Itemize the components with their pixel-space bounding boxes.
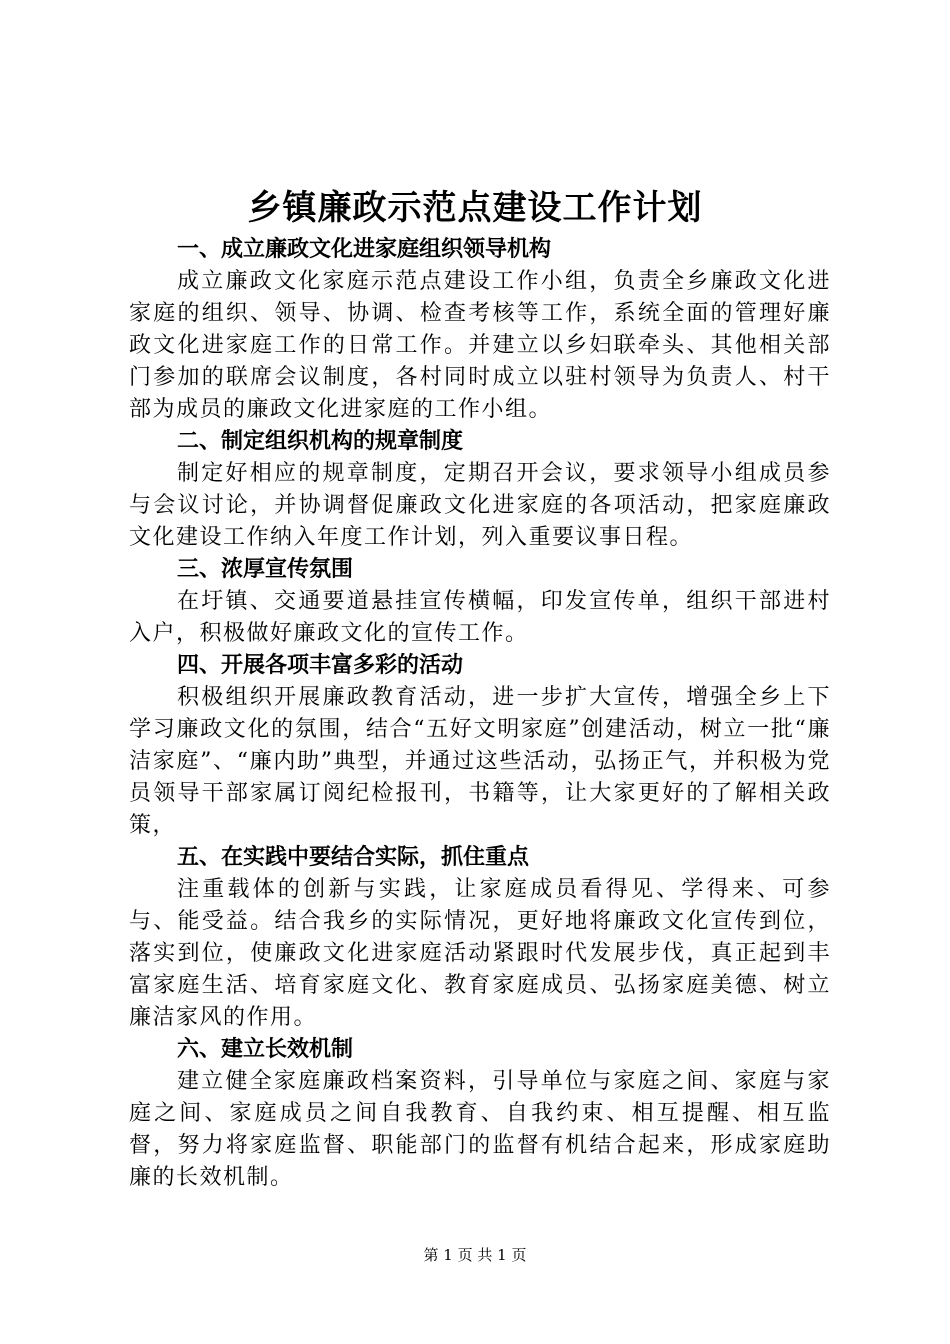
section-paragraph: 建立健全家庭廉政档案资料，引导单位与家庭之间、家庭与家庭之间、家庭成员之间自我教育、自我约束、相互提醒、相互监督，努力将家庭监督、职能部门的监督有机结合起来，形成家庭助廉的长效机制。: [129, 1069, 831, 1190]
page-footer: 第 1 页 共 1 页: [423, 1246, 527, 1264]
document-body: [129, 234, 831, 1194]
section-heading: 三、浓厚宣传氛围: [177, 557, 354, 582]
section-paragraph: 注重载体的创新与实践，让家庭成员看得见、学得来、可参与、能受益。结合我乡的实际情况，更好地将廉政文化宣传到位，落实到位，使廉政文化进家庭活动紧跟时代发展步伐，真正起到丰富家庭生活、培育家庭文化、教育家庭成员、弘扬家庭美德、树立廉洁家风的作用。: [129, 877, 831, 1030]
section-paragraph: 在圩镇、交通要道悬挂宣传横幅，印发宣传单，组织干部进村入户，积极做好廉政文化的宣传工作。: [129, 589, 831, 646]
section-heading: 一、成立廉政文化进家庭组织领导机构: [177, 237, 552, 262]
section-paragraph: 制定好相应的规章制度，定期召开会议，要求领导小组成员参与会议讨论，并协调督促廉政文化进家庭的各项活动，把家庭廉政文化建设工作纳入年度工作计划，列入重要议事日程。: [129, 461, 831, 550]
section-heading: 六、建立长效机制: [177, 1037, 354, 1062]
section-heading: 五、在实践中要结合实际，抓住重点: [177, 845, 530, 870]
document-title: 乡镇廉政示范点建设工作计划: [247, 188, 703, 228]
section-paragraph: 成立廉政文化家庭示范点建设工作小组，负责全乡廉政文化进家庭的组织、领导、协调、检查考核等工作，系统全面的管理好廉政文化进家庭工作的日常工作。并建立以乡妇联牵头、其他相关部门参加的联席会议制度，各村同时成立以驻村领导为负责人、村干部为成员的廉政文化进家庭的工作小组。: [129, 269, 831, 422]
section-paragraph: 积极组织开展廉政教育活动，进一步扩大宣传，增强全乡上下学习廉政文化的氛围，结合“五好文明家庭”创建活动，树立一批“廉洁家庭”、“廉内助”典型，并通过这些活动，弘扬正气，并积极为党员领导干部家属订阅纪检报刊，书籍等，让大家更好的了解相关政策，: [129, 685, 831, 838]
section-heading: 二、制定组织机构的规章制度: [177, 429, 464, 454]
section-heading: 四、开展各项丰富多彩的活动: [177, 653, 464, 678]
